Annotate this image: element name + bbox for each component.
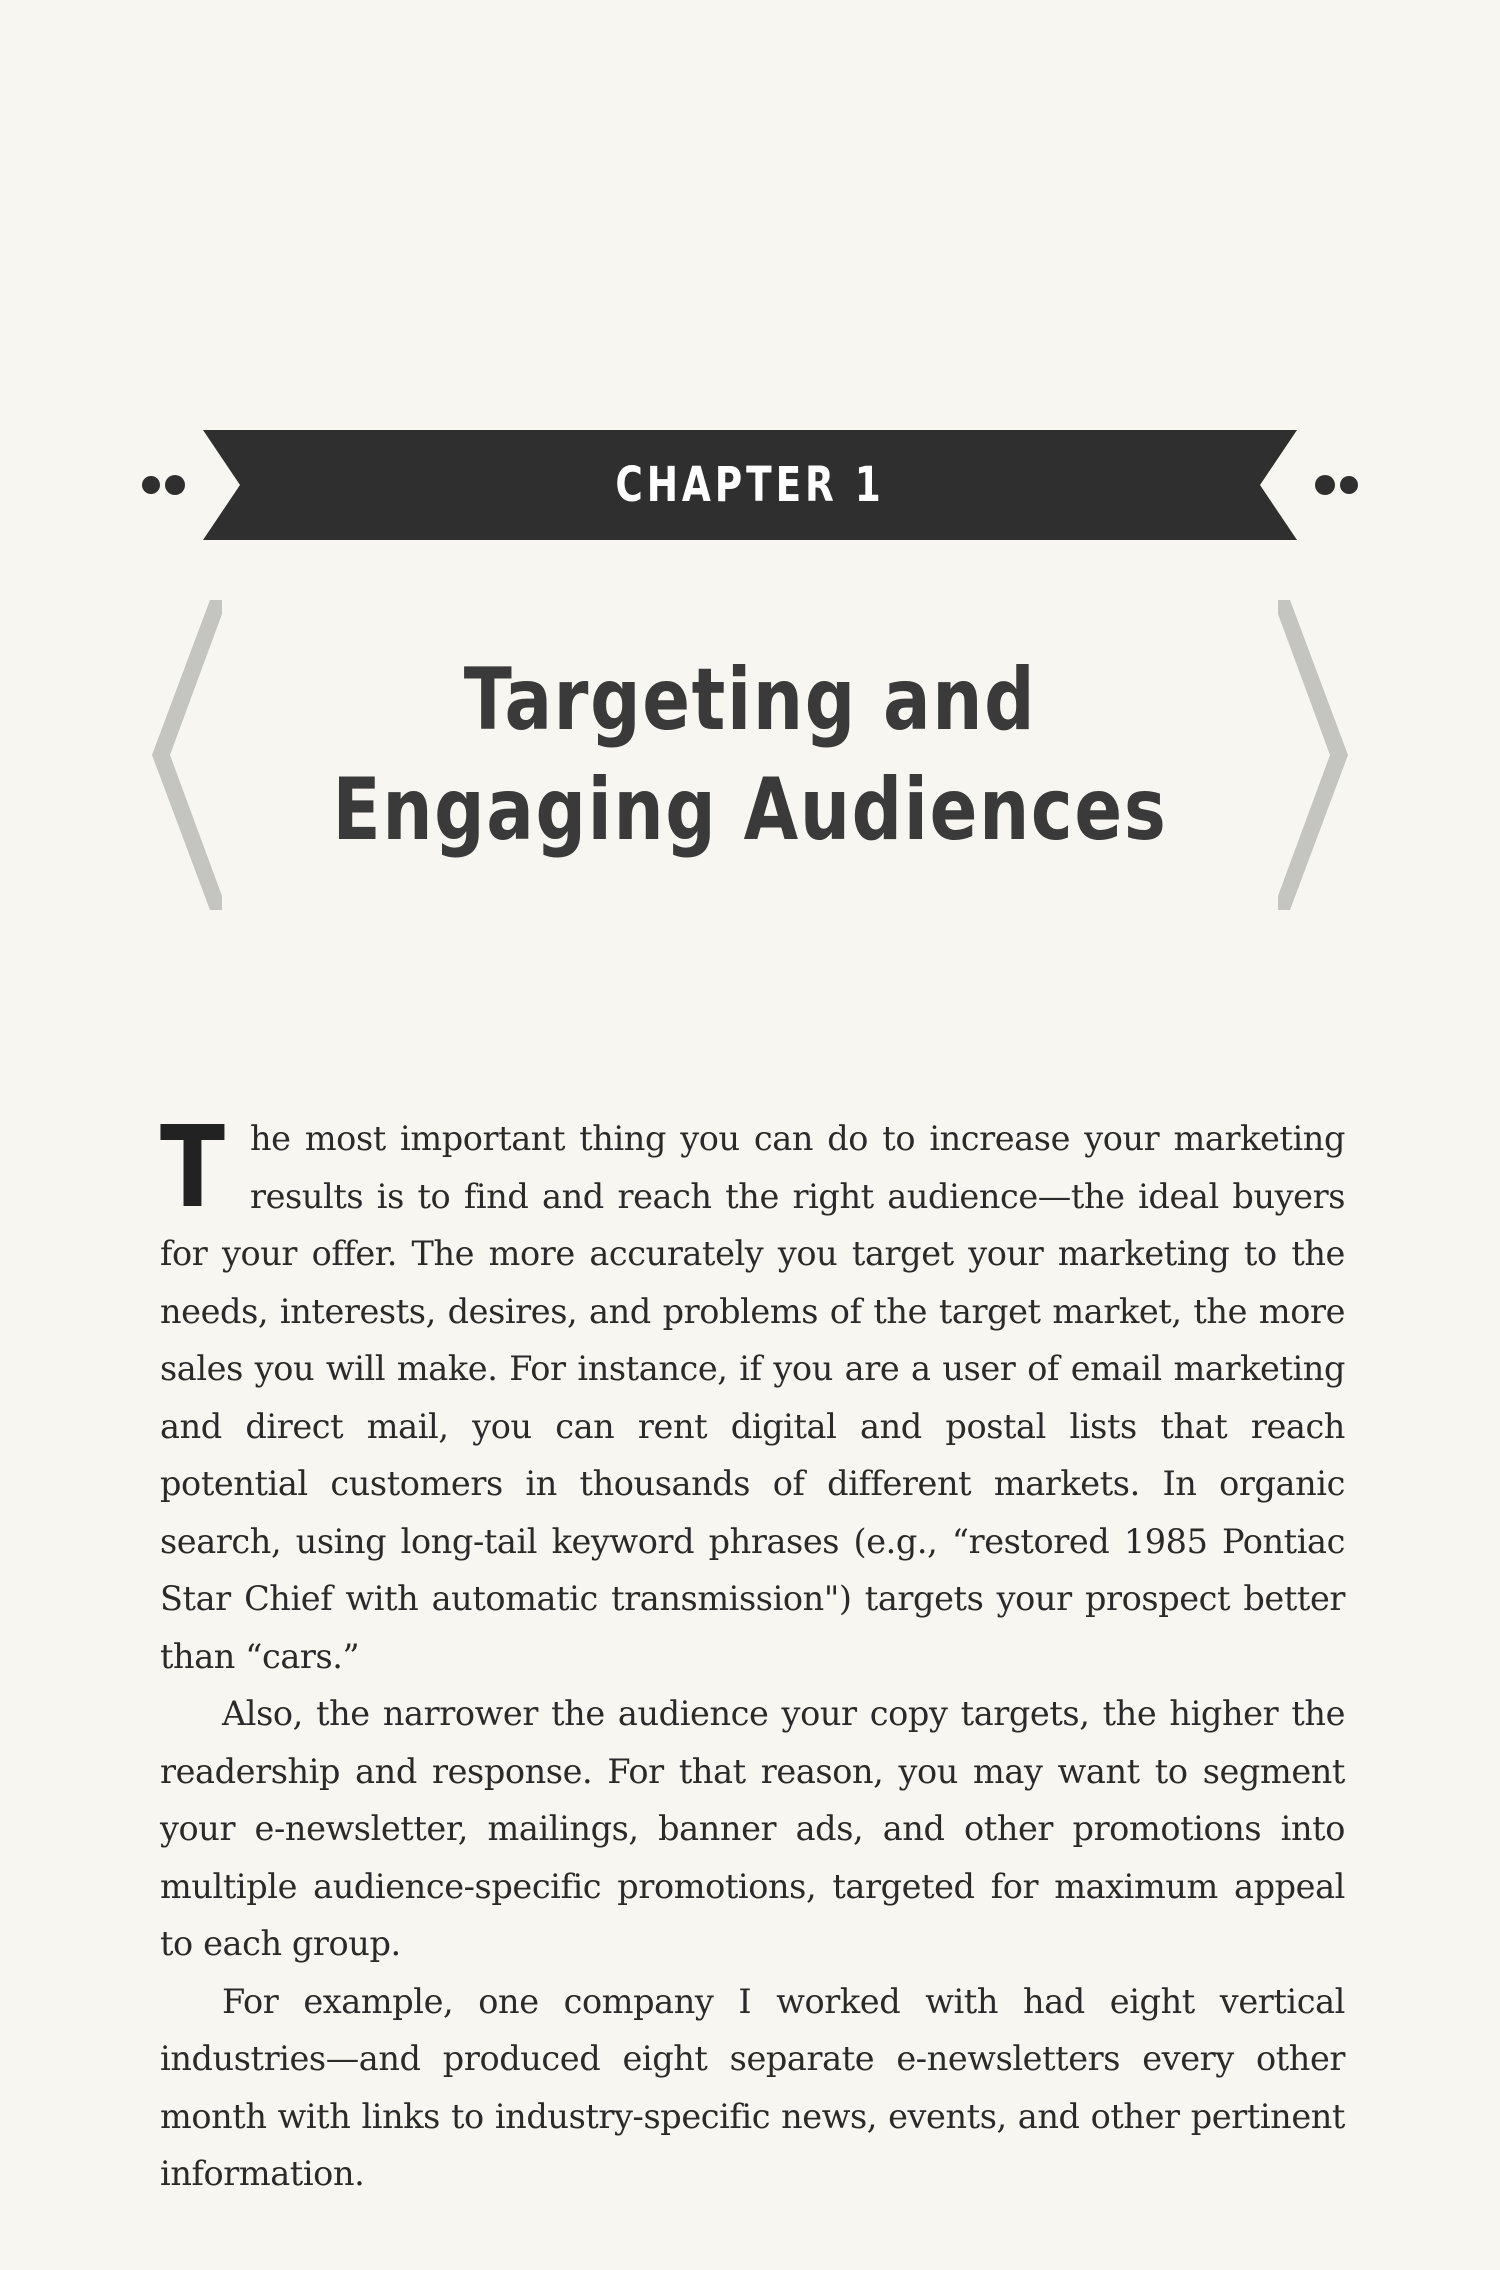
paragraph-1 (160, 1103, 1345, 1685)
left-bracket-icon (152, 600, 222, 910)
chapter-body (160, 1103, 1345, 2203)
right-bracket-icon (1278, 600, 1348, 910)
left-dot-outer (142, 476, 160, 494)
chapter-label: CHAPTER 1 (615, 457, 885, 513)
chapter-banner (135, 430, 1365, 540)
right-dot-outer (1340, 476, 1358, 494)
right-dot-inner (1315, 475, 1335, 495)
chapter-title-block (140, 600, 1360, 910)
paragraph-2: Also, the narrower the audience your copy targets, the higher the readership and response. For that reason, you may want to segment your e-newsletter, mailings, banner ads, and other promotions into multiple audience-specific promotions, targeted for maximum appeal to each group. (160, 1694, 1345, 1963)
drop-cap: T (160, 1103, 225, 1233)
paragraph-3: For example, one company I worked with had eight vertical industries—and produced eight separate e-newsletters every other month with links to industry-specific news, events, and other pertinent information. (160, 1981, 1345, 2193)
left-dot-inner (165, 475, 185, 495)
paragraph-1-text: he most important thing you can do to increase your marketing results is to find and reach the right audience—the ideal buyers for your offer. The more accurately you target your marketing to the needs, interests, desires, and problems of the target market, the more sales you will make. For instance, if you are a user of email marketing and direct mail, you can rent digital and postal lists that reach potential customers in thousands of different markets. In organic search, using long-tail keyword phrases (e.g., “restored 1985 Pontiac Star Chief with automatic transmission") targets your prospect better than “cars.” (160, 1119, 1345, 1676)
chapter-title: Targeting and Engaging Audiences (332, 650, 1168, 860)
